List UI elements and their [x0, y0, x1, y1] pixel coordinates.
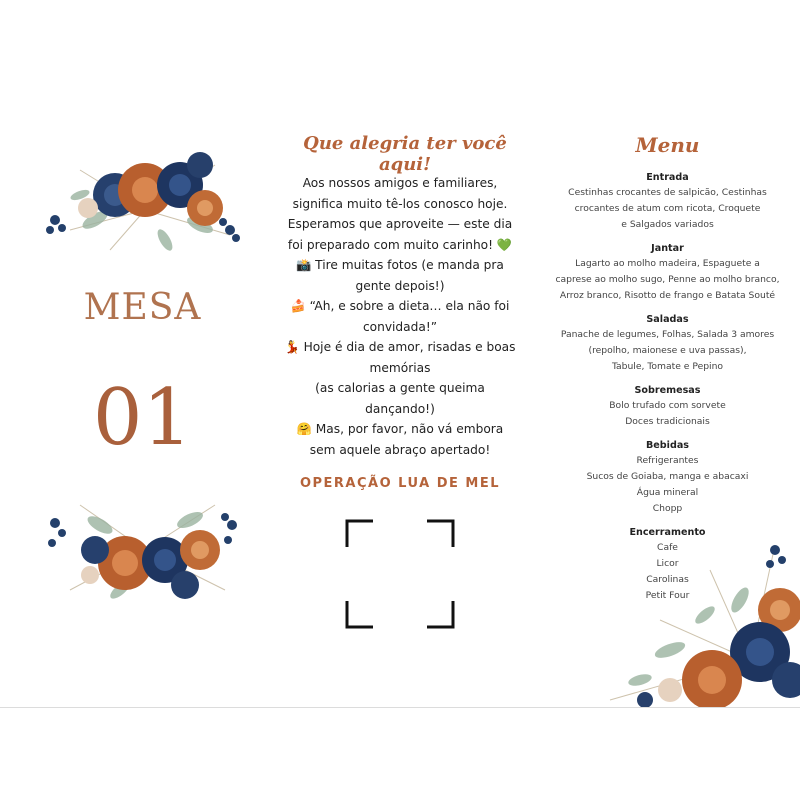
welcome-message — [278, 173, 522, 460]
message-line: foi preparado com muito carinho! 💚 — [287, 237, 513, 252]
message-line: (as calorias a gente queima — [315, 381, 485, 395]
menu-section-entrada — [535, 171, 800, 233]
qr-frame-icon — [345, 519, 455, 629]
menu-section-saladas — [535, 313, 800, 375]
message-line: convidada!” — [362, 319, 438, 334]
menu-section-heading: Saladas — [646, 314, 689, 325]
menu-item: caprese ao molho sugo, Penne ao molho branco, — [555, 274, 780, 285]
menu-section-heading: Encerramento — [629, 527, 706, 538]
menu-item: Chopp — [652, 503, 683, 514]
brand-label: OPERAÇÃO LUA DE MEL — [299, 476, 501, 491]
menu-item: Refrigerantes — [636, 455, 699, 466]
message-line: memórias — [369, 360, 431, 375]
message-line: sem aquele abraço apertado! — [309, 442, 491, 457]
menu-item: Lagarto ao molho madeira, Espaguete a — [575, 258, 760, 269]
menu-section-sobremesas — [535, 384, 800, 430]
menu-item: Carolinas — [646, 574, 689, 585]
floral-bouquet-bottom-icon — [40, 495, 250, 605]
menu-item: Cafe — [657, 542, 678, 553]
menu-item: Licor — [656, 558, 679, 569]
menu-section-heading: Sobremesas — [634, 385, 701, 396]
menu-item: Doces tradicionais — [625, 416, 710, 427]
menu-section-heading: Jantar — [651, 243, 684, 254]
message-line: Esperamos que aproveite — este dia — [287, 217, 513, 231]
message-line: 💃 Hoje é dia de amor, risadas e boas — [284, 340, 516, 354]
message-line: gente depois!) — [355, 278, 445, 293]
message-line: significa muito tê-los conosco hoje. — [292, 196, 508, 211]
menu-item: (repolho, maionese e uva passas), — [588, 345, 747, 356]
message-line: Aos nossos amigos e familiares, — [302, 176, 498, 190]
floral-bouquet-top-icon — [40, 150, 250, 260]
menu-item: Sucos de Goiaba, manga e abacaxi — [586, 471, 749, 482]
menu-item: Água mineral — [636, 487, 699, 498]
menu-title: Menu — [635, 133, 700, 157]
message-line: dançando!) — [365, 401, 435, 416]
message-line: 🤗 Mas, por favor, não vá embora — [296, 422, 504, 436]
menu-item: crocantes de atum com ricota, Croquete — [574, 203, 761, 214]
menu-item: Panache de legumes, Folhas, Salada 3 amores — [560, 329, 775, 340]
menu-section-heading: Entrada — [646, 172, 689, 183]
menu-item: Bolo trufado com sorvete — [609, 400, 726, 411]
menu-item: Arroz branco, Risotto de frango e Batata Souté — [559, 290, 776, 301]
menu-section-heading: Bebidas — [645, 440, 690, 451]
message-line: 📸 Tire muitas fotos (e manda pra — [296, 258, 504, 272]
menu-item: Tabule, Tomate e Pepino — [611, 361, 724, 372]
menu-section-jantar — [535, 242, 800, 304]
menu-item: Petit Four — [645, 590, 690, 601]
floral-bouquet-corner-icon — [600, 540, 800, 707]
menu-card — [0, 95, 800, 708]
welcome-title: Que alegria ter você aqui! — [303, 133, 507, 175]
menu-item: e Salgados variados — [621, 219, 714, 230]
table-label: MESA — [83, 287, 202, 328]
menu-section-bebidas — [535, 439, 800, 517]
table-number: 01 — [92, 373, 193, 463]
menu-item: Cestinhas crocantes de salpicão, Cestinhas — [568, 187, 767, 198]
message-line: 🍰 “Ah, e sobre a dieta… ela não foi — [290, 299, 510, 313]
